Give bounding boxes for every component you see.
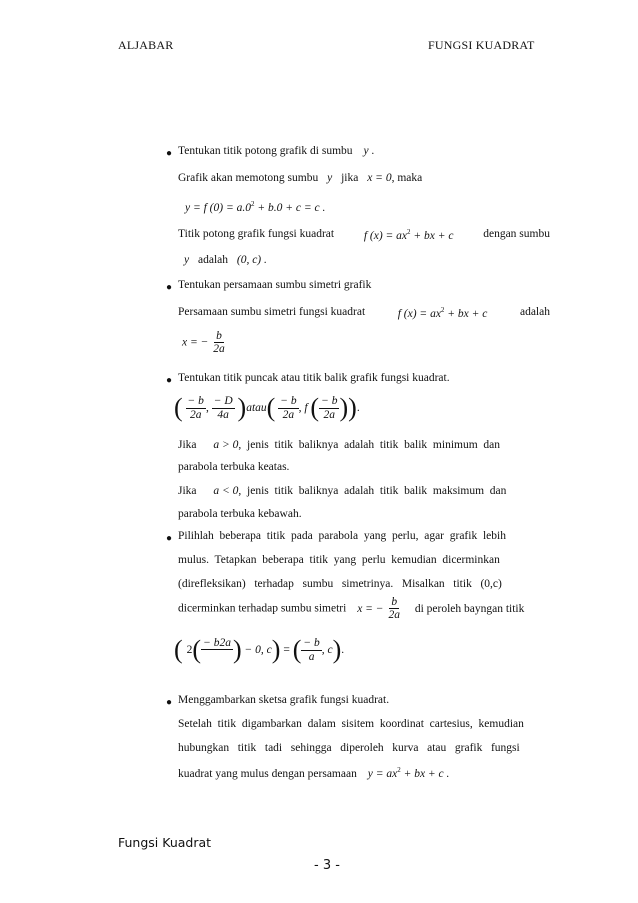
- b1-l2c: jika: [341, 172, 359, 184]
- bullet-dot: ●: [166, 148, 173, 159]
- fraction: [301, 637, 321, 662]
- b5-line3: hubungkan titik tadi sehingga diperoleh kurva atau grafik fungsi: [178, 742, 520, 754]
- equals: =: [283, 644, 290, 657]
- b1-line3: [185, 200, 325, 214]
- b1-line4: [178, 228, 550, 242]
- b2-formula: [182, 330, 227, 355]
- b5-l4b: y = ax: [367, 767, 398, 780]
- b3-line4: parabola terbuka keatas.: [178, 461, 290, 473]
- b4-eq: [174, 637, 344, 663]
- b1-l4c: + bx + c: [410, 229, 454, 242]
- b3-l5c: , jenis titik baliknya adalah titik balik maksimum dan: [238, 485, 507, 497]
- b1-l2a: Grafik akan memotong sumbu: [178, 172, 319, 184]
- b1-line2: [178, 172, 422, 184]
- paren-open: (: [310, 393, 320, 422]
- fraction: [186, 395, 206, 420]
- b5-line4: [178, 766, 449, 780]
- bullet-dot: ●: [166, 375, 173, 386]
- two: 2: [186, 644, 193, 657]
- b1-l2d: x = 0: [367, 172, 392, 184]
- comma-f: , f: [298, 402, 308, 414]
- fraction: [386, 596, 402, 621]
- frac-den: a: [308, 650, 315, 663]
- b5-l4-sup: 2: [397, 766, 401, 774]
- fraction: [319, 395, 339, 420]
- bullet-3: Tentukan titik puncak atau titik balik grafik fungsi kuadrat.: [178, 372, 450, 384]
- bullet-5: Menggambarkan sketsa grafik fungsi kuadrat.: [178, 694, 390, 706]
- b1-l2b: y: [327, 172, 333, 184]
- b5-line2: Setelah titik digambarkan dalam sisitem koordinat cartesius, kemudian: [178, 718, 524, 730]
- b2-l2-sup: 2: [440, 306, 445, 314]
- frac-num: − b: [187, 395, 204, 408]
- b5-l4c: + bx + c .: [400, 767, 450, 780]
- frac-den: 2a: [323, 408, 336, 421]
- bullet-2: Tentukan persamaan sumbu simetri grafik: [178, 279, 372, 291]
- b1-l4b: f (x) = ax: [363, 229, 408, 242]
- atau: atau: [246, 402, 267, 414]
- paren-close: ): [271, 635, 281, 665]
- paren-close: ): [332, 635, 342, 665]
- page-number: - 3 -: [314, 858, 340, 873]
- b2-l2d: adalah: [519, 306, 550, 318]
- paren-open: (: [266, 393, 276, 422]
- b5-l4a: kuadrat yang mulus dengan persamaan: [178, 767, 357, 780]
- paren-close: ): [339, 393, 349, 422]
- x-eq: x = −: [182, 336, 209, 349]
- frac-den: 2a: [189, 408, 202, 421]
- var-y: y: [363, 145, 369, 157]
- b4-line3: (direfleksikan) terhadap sumbu simetrinya. Misalkan titik (0,c): [178, 578, 502, 590]
- b1-l2e: , maka: [391, 172, 423, 184]
- frac-den: 2a: [282, 408, 295, 421]
- footer-title: Fungsi Kuadrat: [118, 835, 212, 850]
- b1-l5c: (0, c) .: [236, 254, 267, 266]
- period: .: [356, 402, 360, 414]
- b3-l5b: a < 0: [213, 485, 239, 497]
- b2-l2b: f (x) = ax: [397, 307, 441, 320]
- frac-num: − b: [280, 395, 297, 408]
- b1-l5a: y: [184, 254, 190, 266]
- bullet-1: [178, 145, 374, 157]
- b3-l3c: , jenis titik baliknya adalah titik balik minimum dan: [238, 439, 501, 451]
- frac-num: − b2a: [203, 637, 231, 649]
- comma: ,: [205, 402, 209, 414]
- b1-l3: y = f (0) = a.0: [185, 201, 251, 214]
- bullet-dot: ●: [166, 533, 173, 544]
- b3-vertex: [174, 395, 360, 421]
- frac-num: − b: [321, 395, 338, 408]
- b4-l4b: di peroleh bayngan titik: [414, 602, 525, 615]
- paren-open: (: [174, 393, 183, 422]
- b4-line4: [178, 596, 524, 621]
- frac-den: 4a: [217, 408, 229, 421]
- b1-l4d: dengan sumbu: [483, 228, 550, 240]
- dot: .: [371, 145, 375, 157]
- b2-line2: [178, 306, 550, 320]
- frac-den: 2a: [388, 609, 400, 622]
- b2-l2a: Persamaan sumbu simetri fungsi kuadrat: [178, 306, 366, 318]
- fraction: [201, 637, 233, 663]
- frac-num: − D: [213, 395, 233, 408]
- b1-line5: [184, 254, 267, 266]
- b3-line3: [178, 439, 550, 451]
- paren-close: ): [237, 393, 247, 422]
- b4-l4x: x = −: [357, 602, 384, 615]
- b4-line2: mulus. Tetapkan beberapa titik yang perlu kemudian dicerminkan: [178, 554, 500, 566]
- b1-l3-rest: + b.0 + c = c .: [254, 201, 326, 214]
- paren-close: ): [348, 393, 357, 422]
- fraction: [211, 330, 227, 355]
- b4-line1: Pilihlah beberapa titik pada parabola yang perlu, agar grafik lebih: [178, 530, 506, 542]
- b4-l4a: dicerminkan terhadap sumbu simetri: [178, 602, 347, 615]
- frac-num: b: [216, 330, 222, 342]
- paren-open: (: [292, 635, 302, 665]
- b3-line5: [178, 485, 550, 497]
- frac-num: b: [391, 596, 398, 608]
- b1-l4a: Titik potong grafik fungsi kuadrat: [178, 228, 335, 240]
- fraction: [212, 395, 235, 420]
- fraction: [278, 395, 298, 420]
- b3-l3b: a > 0: [213, 439, 239, 451]
- e-mid: − 0, c: [244, 644, 272, 657]
- frac-den: 2a: [213, 343, 225, 356]
- bullet-1-text: Tentukan titik potong grafik di sumbu: [178, 145, 353, 157]
- paren-open: (: [192, 635, 202, 665]
- header-left: ALJABAR: [118, 38, 174, 52]
- bullet-dot: ●: [166, 282, 173, 293]
- b3-line6: parabola terbuka kebawah.: [178, 508, 302, 520]
- b3-l3a: Jika: [178, 439, 197, 451]
- period: .: [341, 644, 345, 657]
- b1-l3-sup: 2: [250, 200, 255, 208]
- frac-num: − b: [303, 637, 320, 650]
- b3-l5a: Jika: [178, 485, 197, 497]
- paren-close: ): [232, 635, 242, 665]
- b1-l4-sup: 2: [407, 228, 411, 236]
- bullet-dot: ●: [166, 697, 173, 708]
- header-right: FUNGSI KUADRAT: [428, 38, 535, 52]
- b2-l2c: + bx + c: [444, 307, 488, 320]
- e-end: , c: [321, 644, 333, 657]
- b1-l5b: adalah: [197, 254, 228, 266]
- frac-den: [215, 650, 219, 663]
- paren-open: (: [174, 635, 183, 665]
